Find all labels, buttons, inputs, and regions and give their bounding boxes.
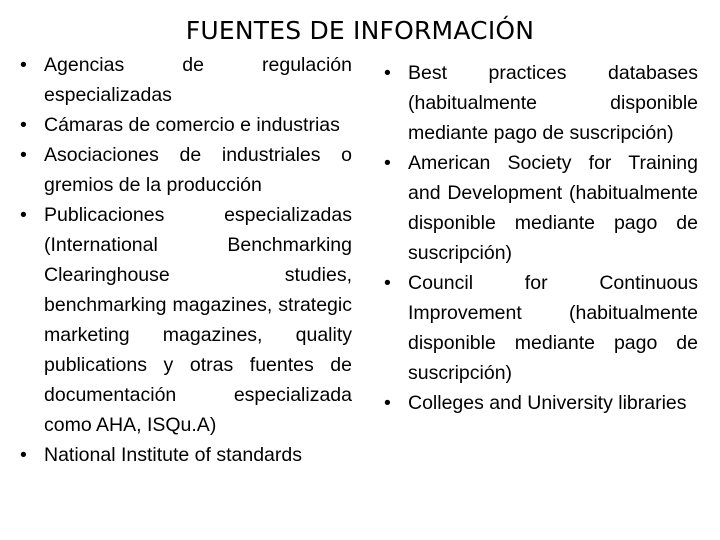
bullet-icon: •: [20, 444, 27, 466]
list-item: [20, 140, 352, 200]
list-item: [384, 388, 698, 418]
list-item: [20, 50, 352, 110]
list-item-text: Asociaciones de industriales o gremios de la producción: [44, 144, 352, 196]
bullet-icon: •: [384, 272, 391, 294]
list-item-text: Agencias de regulación especializadas: [44, 54, 352, 106]
list-item: [20, 200, 352, 440]
list-item-text: Colleges and University libraries: [408, 392, 687, 414]
list-item: [384, 58, 698, 148]
list-item-text: Best practices databases (habitualmente disponible mediante pago de suscripción): [408, 62, 698, 144]
list-item-text: National Institute of standards: [44, 444, 302, 466]
right-bullet-list: [384, 58, 698, 418]
list-item-text: American Society for Training and Development (habitualmente disponible mediante pago de suscripción): [408, 152, 698, 264]
list-item: [20, 110, 352, 140]
bullet-icon: •: [20, 144, 27, 166]
list-item-text: Council for Continuous Improvement (habitualmente disponible mediante pago de suscripción): [408, 272, 698, 384]
bullet-icon: •: [384, 62, 391, 84]
left-bullet-list: [20, 50, 352, 470]
bullet-icon: •: [384, 392, 391, 414]
slide-title: FUENTES DE INFORMACIÓN: [185, 16, 535, 45]
bullet-icon: •: [20, 204, 27, 226]
bullet-icon: •: [20, 54, 27, 76]
list-item: [384, 268, 698, 388]
bullet-icon: •: [384, 152, 391, 174]
list-item-text: Publicaciones especializadas (International Benchmarking Clearinghouse studies, benchmarking magazines, strategic marketing magazines, quality publications y otras fuentes de documentación especializada como AHA, ISQu.A): [44, 204, 352, 436]
bullet-icon: •: [20, 114, 27, 136]
list-item-text: Cámaras de comercio e industrias: [44, 114, 340, 136]
list-item: [384, 148, 698, 268]
list-item: [20, 440, 352, 470]
